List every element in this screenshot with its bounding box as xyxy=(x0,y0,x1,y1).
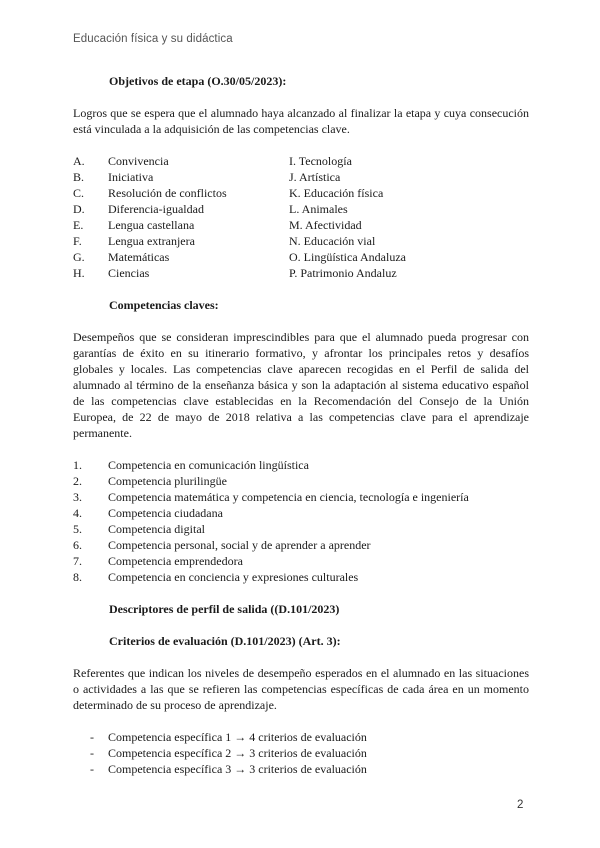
objetivos-list xyxy=(73,153,529,281)
list-item xyxy=(73,489,529,505)
list-item-label: C. xyxy=(73,186,85,200)
list-item-bullet: - xyxy=(90,730,94,744)
competencias-list xyxy=(73,457,529,585)
list-item-label: G. xyxy=(73,250,85,264)
descriptores-heading: Descriptores de perfil de salida ((D.101/2023) xyxy=(109,602,340,616)
criterios-list xyxy=(73,729,529,777)
objetivos-heading: Objetivos de etapa (O.30/05/2023): xyxy=(109,74,287,88)
list-item-text: Iniciativa xyxy=(108,170,154,184)
list-item-label: F. xyxy=(73,234,82,248)
list-item-label: H. xyxy=(73,266,85,280)
list-item xyxy=(73,201,289,217)
objetivos-paragraph: Logros que se espera que el alumnado haya alcanzado al finalizar la etapa y cuya consecución está vinculada a la adquisición de las competencias clave. xyxy=(73,106,529,136)
list-item-bullet: - xyxy=(90,762,94,776)
list-item-text: Competencia en conciencia y expresiones culturales xyxy=(108,570,359,584)
list-item xyxy=(73,521,529,537)
list-item-label: 4. xyxy=(73,506,82,520)
criterios-paragraph: Referentes que indican los niveles de desempeño esperados en el alumnado en las situaciones o actividades a las que se refieren las competencias específicas de cada área en un momento determinado de su proceso de aprendizaje. xyxy=(73,666,529,712)
list-item xyxy=(73,265,289,281)
criterios-heading: Criterios de evaluación (D.101/2023) (Art. 3): xyxy=(109,634,341,648)
list-item-text: Competencia plurilingüe xyxy=(108,474,227,488)
list-item xyxy=(73,505,529,521)
list-item: M. Afectividad xyxy=(289,218,362,232)
list-item-text: Competencia personal, social y de aprender a aprender xyxy=(108,538,371,552)
list-item-bullet: - xyxy=(90,746,94,760)
list-item-label: D. xyxy=(73,202,85,216)
list-item-text: Competencia específica 3 → 3 criterios de evaluación xyxy=(108,762,367,776)
list-item xyxy=(73,473,529,489)
list-item xyxy=(73,745,529,761)
list-item xyxy=(73,233,289,249)
list-item-label: 5. xyxy=(73,522,82,536)
list-item xyxy=(73,537,529,553)
list-item xyxy=(73,761,529,777)
list-item-text: Matemáticas xyxy=(108,250,170,264)
list-item: N. Educación vial xyxy=(289,234,376,248)
page-header: Educación física y su didáctica xyxy=(73,33,233,45)
list-item-label: 1. xyxy=(73,458,82,472)
list-item xyxy=(73,169,289,185)
list-item xyxy=(73,569,529,585)
list-item-text: Competencia específica 1 → 4 criterios de evaluación xyxy=(108,730,367,744)
competencias-heading: Competencias claves: xyxy=(109,298,219,312)
list-item-label: B. xyxy=(73,170,85,184)
list-item xyxy=(73,729,529,745)
list-item-label: A. xyxy=(73,154,85,168)
list-item: P. Patrimonio Andaluz xyxy=(289,266,397,280)
list-item-text: Diferencia-igualdad xyxy=(108,202,204,216)
list-item-text: Ciencias xyxy=(108,266,150,280)
page-content xyxy=(73,73,529,777)
competencias-paragraph: Desempeños que se consideran imprescindibles para que el alumnado pueda progresar con garantías de éxito en su itinerario formativo, y afrontar los principales retos y desafíos globales y locales. Las competencias clave aparecen recogidas en el Perfil de salida del alumnado al término de la enseñanza básica y son la adaptación al sistema educativo español de las competencias clave establecidas en la Recomendación del Consejo de la Unión Europea, de 22 de mayo de 2018 relativa a las competencias clave para el aprendizaje permanente. xyxy=(73,330,529,440)
list-item: I. Tecnología xyxy=(289,154,352,168)
list-item xyxy=(73,457,529,473)
objetivos-list-left xyxy=(73,153,289,281)
list-item xyxy=(73,553,529,569)
list-item-text: Lengua extranjera xyxy=(108,234,195,248)
objetivos-list-right xyxy=(289,153,505,281)
list-item-text: Competencia en comunicación lingüística xyxy=(108,458,309,472)
list-item-label: E. xyxy=(73,218,84,232)
list-item xyxy=(73,185,289,201)
list-item-label: 2. xyxy=(73,474,82,488)
list-item xyxy=(73,249,289,265)
list-item-label: 6. xyxy=(73,538,82,552)
list-item-text: Resolución de conflictos xyxy=(108,186,227,200)
list-item-text: Lengua castellana xyxy=(108,218,195,232)
list-item xyxy=(73,153,289,169)
list-item-label: 7. xyxy=(73,554,82,568)
list-item-label: 8. xyxy=(73,570,82,584)
list-item: O. Lingüística Andaluza xyxy=(289,250,406,264)
list-item: J. Artística xyxy=(289,170,341,184)
page-number: 2 xyxy=(517,799,524,811)
list-item-text: Competencia digital xyxy=(108,522,205,536)
list-item-label: 3. xyxy=(73,490,82,504)
list-item xyxy=(73,217,289,233)
list-item: L. Animales xyxy=(289,202,348,216)
list-item-text: Competencia emprendedora xyxy=(108,554,243,568)
list-item-text: Competencia matemática y competencia en ciencia, tecnología e ingeniería xyxy=(108,490,469,504)
list-item-text: Convivencia xyxy=(108,154,169,168)
list-item: K. Educación física xyxy=(289,186,384,200)
list-item-text: Competencia ciudadana xyxy=(108,506,223,520)
list-item-text: Competencia específica 2 → 3 criterios de evaluación xyxy=(108,746,367,760)
